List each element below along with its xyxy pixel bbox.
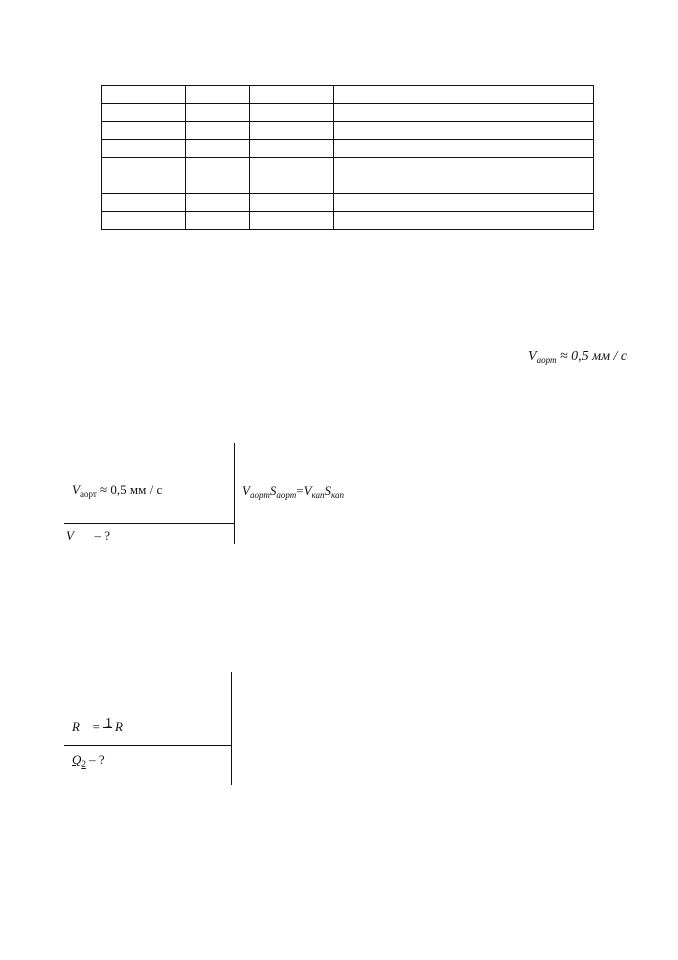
table-row	[102, 122, 594, 140]
table-cell	[334, 104, 594, 122]
table-cell	[334, 140, 594, 158]
table-cell	[186, 104, 250, 122]
problem2-given	[72, 712, 123, 743]
table-cell	[102, 104, 186, 122]
problem1-divider-horizontal	[64, 523, 234, 524]
problem1-given	[72, 482, 162, 499]
problem2-divider-vertical	[231, 672, 232, 785]
aorta-velocity-formula	[528, 349, 627, 365]
find-question: – ?	[94, 528, 110, 543]
formula-subscript: аорт	[536, 355, 557, 365]
eq-subscript: аорт	[249, 490, 270, 500]
eq-variable: V	[303, 483, 312, 498]
problem1-divider-vertical	[234, 443, 235, 544]
problem2-find	[72, 752, 105, 769]
table-cell	[334, 212, 594, 230]
table-cell	[250, 86, 334, 104]
table-cell	[186, 158, 250, 194]
table-cell	[250, 194, 334, 212]
eq-subscript: кап	[311, 490, 325, 500]
problem2-divider-horizontal	[64, 745, 231, 746]
formula-value: ≈ 0,5 мм / с	[559, 349, 628, 364]
table-cell	[102, 194, 186, 212]
given-equals: =	[92, 719, 100, 734]
table-row	[102, 140, 594, 158]
find-subscript: 2	[81, 759, 86, 769]
table-cell	[250, 140, 334, 158]
given-subscript: аорт	[79, 489, 97, 499]
table-cell	[334, 86, 594, 104]
problem1-solution-equation	[242, 483, 344, 500]
table-cell	[186, 194, 250, 212]
table-cell	[102, 122, 186, 140]
table-cell	[186, 86, 250, 104]
eq-subscript: аорт	[276, 490, 297, 500]
table-cell	[250, 212, 334, 230]
table-cell	[334, 122, 594, 140]
table-cell	[250, 158, 334, 194]
table-cell	[102, 86, 186, 104]
eq-variable: S	[269, 483, 277, 498]
given-variable: R	[72, 719, 80, 734]
find-question: – ?	[89, 752, 105, 767]
fraction-bar	[103, 727, 112, 728]
fraction	[103, 713, 115, 743]
formula-variable: V	[528, 349, 537, 364]
table-cell	[250, 122, 334, 140]
find-variable: V	[66, 528, 74, 543]
table-cell	[334, 158, 594, 194]
table-cell	[250, 104, 334, 122]
eq-variable: S	[324, 483, 332, 498]
table-cell	[186, 212, 250, 230]
fraction-numerator: 1	[105, 716, 113, 732]
table-row	[102, 212, 594, 230]
empty-table	[101, 85, 594, 230]
table-cell	[186, 122, 250, 140]
given-variable: V	[72, 482, 80, 497]
table-cell	[186, 140, 250, 158]
table-row	[102, 194, 594, 212]
table-row	[102, 86, 594, 104]
eq-equals: =	[296, 483, 304, 498]
eq-subscript: кап	[331, 490, 345, 500]
find-variable: Q	[72, 752, 82, 767]
eq-variable: V	[242, 483, 250, 498]
given-value: ≈ 0,5 мм / с	[100, 482, 163, 497]
table-cell	[102, 212, 186, 230]
table-row	[102, 104, 594, 122]
problem1-find	[66, 528, 110, 544]
given-variable: R	[115, 719, 123, 734]
table-cell	[102, 158, 186, 194]
table-cell	[102, 140, 186, 158]
table-cell	[334, 194, 594, 212]
table-row	[102, 158, 594, 194]
